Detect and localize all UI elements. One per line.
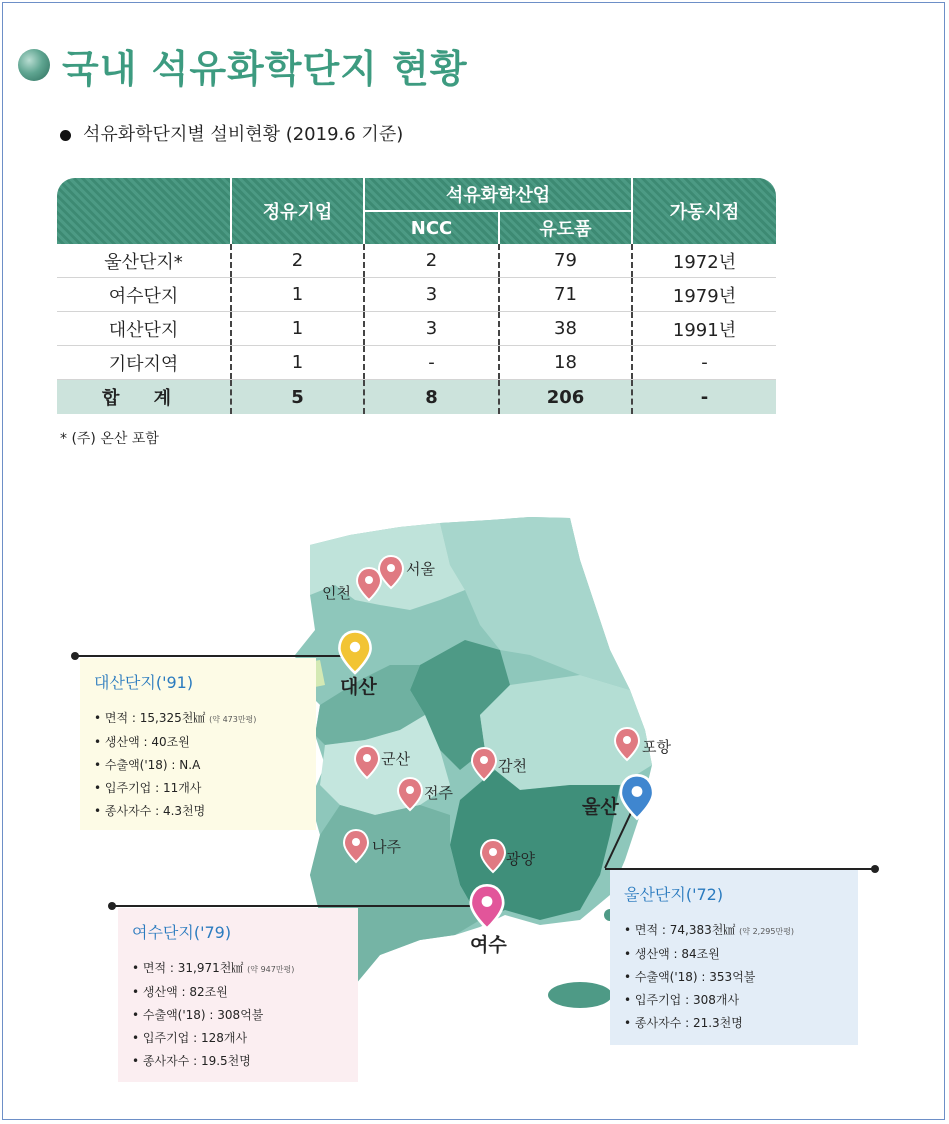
header-refinery: 정유기업 bbox=[262, 202, 333, 223]
ulsan-box-title: 울산단지('72) bbox=[624, 885, 724, 904]
daesan-workers: • 종사자수 : 4.3천명 bbox=[94, 800, 302, 823]
cell-refinery: 1 bbox=[291, 284, 304, 305]
cell-ncc: 2 bbox=[425, 250, 438, 271]
city-label-jeonju: 전주 bbox=[424, 784, 453, 802]
bullet-icon bbox=[60, 130, 71, 141]
table-header bbox=[57, 178, 776, 244]
city-label-ulsan: 울산 bbox=[582, 796, 619, 818]
daesan-export: • 수출액('18) : N.A bbox=[94, 754, 302, 777]
yeosu-box-title: 여수단지('79) bbox=[132, 923, 232, 942]
row-name: 대산단지 bbox=[108, 319, 179, 341]
cell-derivatives: 71 bbox=[554, 284, 577, 305]
daesan-info-box bbox=[80, 658, 316, 830]
cell-derivatives: 79 bbox=[554, 250, 577, 271]
cell-start: 1979년 bbox=[672, 285, 737, 307]
total-start: - bbox=[700, 386, 709, 408]
city-label-naju: 나주 bbox=[372, 838, 401, 856]
daesan-leader-line bbox=[75, 655, 355, 657]
cell-derivatives: 38 bbox=[554, 318, 577, 339]
table-row bbox=[57, 312, 776, 346]
yeosu-area: • 면적 : 31,971천㎢ (약 947만평) bbox=[132, 957, 344, 981]
row-name: 여수단지 bbox=[108, 285, 179, 307]
cell-start: 1991년 bbox=[672, 319, 737, 341]
row-name: 기타지역 bbox=[108, 353, 179, 375]
yeosu-leader-dot bbox=[108, 902, 116, 910]
daesan-box-title: 대산단지('91) bbox=[94, 673, 194, 692]
table-total-row bbox=[57, 380, 776, 414]
row-name: 울산단지* bbox=[104, 251, 183, 273]
table-row bbox=[57, 278, 776, 312]
facility-table bbox=[57, 178, 776, 414]
header-ncc: NCC bbox=[410, 217, 453, 239]
page-header bbox=[18, 40, 468, 90]
cell-start: - bbox=[701, 352, 708, 373]
cell-refinery: 1 bbox=[291, 318, 304, 339]
table-caption: 석유화학단지별 설비현황 (2019.6 기준) bbox=[60, 120, 403, 146]
cell-derivatives: 18 bbox=[554, 352, 577, 373]
total-label: 합 계 bbox=[101, 388, 186, 409]
header-petrochemical: 석유화학산업 bbox=[445, 185, 551, 206]
cell-ncc: - bbox=[428, 352, 435, 373]
daesan-area: • 면적 : 15,325천㎢ (약 473만평) bbox=[94, 707, 302, 731]
total-refinery: 5 bbox=[291, 386, 304, 408]
yeosu-export: • 수출액('18) : 308억불 bbox=[132, 1004, 344, 1027]
table-row bbox=[57, 346, 776, 380]
total-derivatives: 206 bbox=[546, 386, 585, 408]
ulsan-area: • 면적 : 74,383천㎢ (약 2,295만평) bbox=[624, 919, 844, 943]
daesan-production: • 생산액 : 40조원 bbox=[94, 731, 302, 754]
city-label-incheon: 인천 bbox=[322, 584, 351, 602]
city-label-seoul: 서울 bbox=[406, 560, 435, 578]
ulsan-info-box bbox=[610, 870, 858, 1045]
cell-refinery: 1 bbox=[291, 352, 304, 373]
ulsan-companies: • 입주기업 : 308개사 bbox=[624, 989, 844, 1012]
yeosu-leader-line bbox=[112, 905, 490, 907]
table-footnote: * (주) 온산 포함 bbox=[60, 431, 159, 447]
yeosu-info-box bbox=[118, 908, 358, 1082]
ulsan-leader-dot bbox=[871, 865, 879, 873]
city-label-gunsan: 군산 bbox=[381, 750, 410, 768]
cell-ncc: 3 bbox=[425, 284, 438, 305]
yeosu-companies: • 입주기업 : 128개사 bbox=[132, 1027, 344, 1050]
daesan-companies: • 입주기업 : 11개사 bbox=[94, 777, 302, 800]
cell-ncc: 3 bbox=[425, 318, 438, 339]
city-label-yeosu: 여수 bbox=[470, 934, 507, 956]
city-label-gwangyang: 광양 bbox=[506, 850, 535, 868]
header-derivatives: 유도품 bbox=[539, 219, 592, 240]
globe-icon bbox=[18, 49, 50, 81]
cell-start: 1972년 bbox=[672, 251, 737, 273]
header-start: 가동시점 bbox=[669, 202, 740, 223]
table-row bbox=[57, 244, 776, 278]
city-label-daesan: 대산 bbox=[340, 676, 377, 698]
yeosu-production: • 생산액 : 82조원 bbox=[132, 981, 344, 1004]
daesan-leader-dot bbox=[71, 652, 79, 660]
ulsan-export: • 수출액('18) : 353억불 bbox=[624, 966, 844, 989]
total-ncc: 8 bbox=[425, 386, 438, 408]
cell-refinery: 2 bbox=[291, 250, 304, 271]
city-label-pohang: 포항 bbox=[642, 738, 671, 756]
ulsan-production: • 생산액 : 84조원 bbox=[624, 943, 844, 966]
city-label-gimcheon: 감천 bbox=[498, 757, 527, 775]
page-title: 국내 석유화학단지 현황 bbox=[62, 46, 468, 91]
yeosu-workers: • 종사자수 : 19.5천명 bbox=[132, 1050, 344, 1073]
ulsan-workers: • 종사자수 : 21.3천명 bbox=[624, 1012, 844, 1035]
